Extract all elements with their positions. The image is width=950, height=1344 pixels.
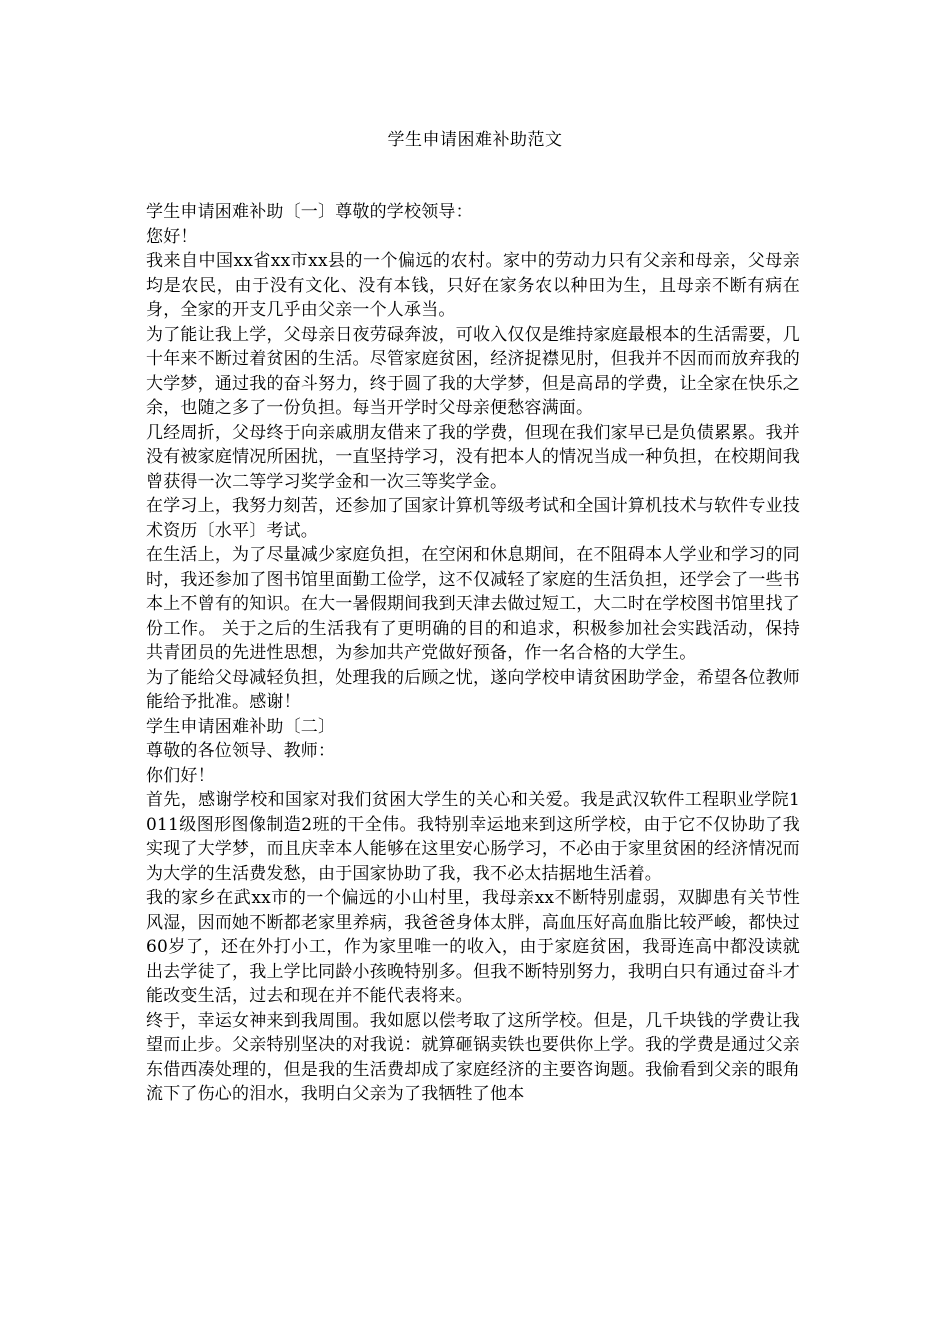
paragraph-greeting-1: 您好！ <box>146 226 198 247</box>
paragraph: 在学习上，我努力刻苦，还参加了国家计算机等级考试和全国计算机技术与软件专业技术资历〔水平〕考试。 <box>146 496 800 541</box>
paragraph: 我的家乡在武xx市的一个偏远的小山村里，我母亲xx不断特别虚弱，双脚患有关节性风湿，因而她不断都老家里养病，我爸爸身体太胖，高血压好高血脂比较严峻，都快过60岁了，还在外打小工，作为家里唯一的收入，由于家庭贫困，我哥连高中都没读就出去学徒了，我上学比同龄小孩晚特别多。但我不断特别努力，我明白只有通过奋斗才能改变生活，过去和现在并不能代表将来。 <box>146 888 800 1006</box>
paragraph: 在生活上，为了尽量减少家庭负担，在空闲和休息期间，在不阻碍本人学业和学习的同时，我还参加了图书馆里面勤工俭学，这不仅减轻了家庭的生活负担，还学会了一些书本上不曾有的知识。在大一暑假期间我到天津去做过短工，大二时在学校图书馆里找了份工作。 关于之后的生活我有了更明确的目的和追求，积极参加社会实践活动，保持共青团员的先进性思想，为参加共产党做好预备，作一名合格的大学生。 <box>146 545 800 663</box>
paragraph-salutation-2: 尊敬的各位领导、教师： <box>146 741 336 761</box>
paragraph-salutation-1: 学生申请困难补助〔一〕尊敬的学校领导： <box>146 202 473 222</box>
paragraph: 首先，感谢学校和国家对我们贫困大学生的关心和关爱。我是武汉软件工程职业学院1011级图形图像制造2班的干全伟。我特别幸运地来到这所学校，由于它不仅协助了我实现了大学梦，而且庆幸本人能够在这里安心肠学习，不必由于家里贫困的经济情况而为大学的生活费发愁，由于国家协助了我，我不必太拮据地生活着。 <box>146 790 800 884</box>
section-heading-2: 学生申请困难补助〔二〕 <box>146 716 336 737</box>
paragraph: 我来自中国xx省xx市xx县的一个偏远的农村。家中的劳动力只有父亲和母亲，父母亲均是农民，由于没有文化、没有本钱，只好在家务农以种田为生，且母亲不断有病在身，全家的开支几乎由父亲一个人承当。 <box>146 251 800 320</box>
document-body <box>146 200 800 1107</box>
document-title: 学生申请困难补助范文 <box>387 130 563 150</box>
paragraph-greeting-2: 你们好！ <box>146 765 215 786</box>
paragraph: 为了能给父母减轻负担，处理我的后顾之忧，遂向学校申请贫困助学金，希望各位教师能给予批准。感谢！ <box>146 667 800 712</box>
paragraph: 终于，幸运女神来到我周围。我如愿以偿考取了这所学校。但是，几千块钱的学费让我望而止步。父亲特别坚决的对我说：就算砸锅卖铁也要供你上学。我的学费是通过父亲东借西凑处理的，但是我的生活费却成了家庭经济的主要咨询题。我偷看到父亲的眼角流下了伤心的泪水，我明白父亲为了我牺牲了他本 <box>146 1010 800 1104</box>
paragraph: 几经周折，父母终于向亲戚朋友借来了我的学费，但现在我们家早已是负债累累。我并没有被家庭情况所困扰，一直坚持学习，没有把本人的情况当成一种负担，在校期间我曾获得一次二等学习奖学金和一次三等奖学金。 <box>146 422 800 492</box>
paragraph: 为了能让我上学，父母亲日夜劳碌奔波，可收入仅仅是维持家庭最根本的生活需要，几十年来不断过着贫困的生活。尽管家庭贫困，经济捉襟见肘，但我并不因而而放弃我的大学梦，通过我的奋斗努力，终于圆了我的大学梦，但是高昂的学费，让全家在快乐之余，也随之多了一份负担。每当开学时父母亲便愁容满面。 <box>146 324 800 418</box>
